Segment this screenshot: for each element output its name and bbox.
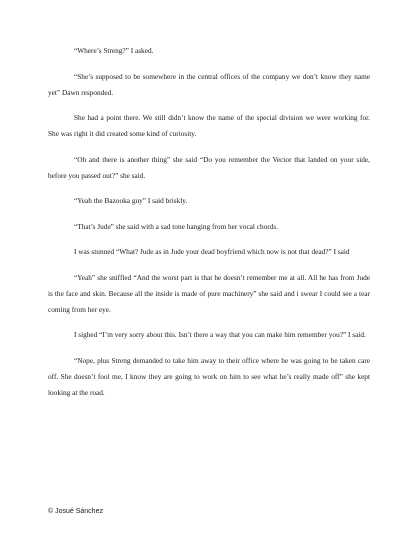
copyright-footer: © Josué Sánchez (48, 508, 103, 515)
paragraph: “She’s supposed to be somewhere in the central offices of the company we don’t know they name yet” Dawn responded. (48, 71, 370, 97)
paragraph: She had a point there. We still didn’t know the name of the special division we were working for. She was right it did created some kind of curiosity. (48, 113, 370, 138)
paragraph: “Nope, plus Streng demanded to take him away to their office where he was going to be taken care off. She doesn’t fool me, I know they are going to work on him to see what he’s really made off” she kept looking at the road. (48, 355, 370, 397)
paragraph: I was stunned “What? Jude as in Jude your dead boyfriend which now is not that dead?” I said (74, 247, 350, 256)
paragraph: “Oh and there is another thing” she said “Do you remember the Vector that landed on your side, before you passed out?” she said. (48, 154, 370, 180)
paragraph: “Yeah the Bazooka guy” I said briskly. (74, 196, 188, 205)
paragraph: “That’s Jude” she said with a sad tone hanging from her vocal chords. (74, 221, 279, 231)
paragraph: “Where’s Streng?” I asked. (74, 46, 154, 55)
paragraph: “Yeah” she sniffled “And the worst part is that he doesn’t remember me at all. All he has from Jude is the face and skin. Because all the inside is made of pure machinery” she said and i swear I could see a tear coming from her eye. (48, 272, 370, 314)
paragraph: I sighed “I’m very sorry about this. Isn’t there a way that you can make him remember you?” I said. (74, 330, 366, 339)
story-text (48, 43, 370, 410)
